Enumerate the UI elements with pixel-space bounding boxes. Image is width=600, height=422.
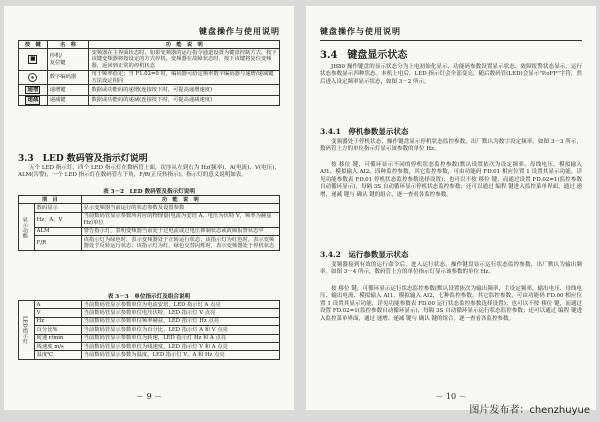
left-page-number: － 9 － [135,392,163,401]
watermark: 图片发布者：chenzhuyue [469,405,590,416]
led-description-table: 项 目 功 能 说 明 显示功能 数码显示 显示变频器当前运行的状态参数及设置参数 Hz、A、V 当前数码管显示参数所对应的物理量(电流为安培 A，电压为伏特 V，频率为赫兹 Hz)单位 ALM 警告指示灯，表明变频器当前处于过电流或过电压抑制状态或故障报警状态中 F/R 该指示灯为绿色时，表示变频器处于正转运行状态；该指示灯为红色时，表示变频器处于反转运行状态；该指示灯为红、绿色交替闪烁时，表示变频器处于停机状态 [18,195,280,251]
right-running-header: 键盘操作与使用说明 [320,26,582,41]
section-3-4-1-title: 3.4.1 停机参数显示状态 [320,127,409,136]
table-row: 转速 r/min 当前数码管显示参数单位为转速，LED 指示灯 Hz 和 A 点亮 [19,334,280,342]
section-3-4-2-title: 3.4.2 运行参数显示状态 [320,250,409,259]
stop-reset-key-icon: ■ [30,56,36,63]
table-row: LED指示灯 A 当前数码管显示参数单位为电流安培，LED 指示灯 A 点亮 [19,301,280,309]
key-function-table [18,40,280,106]
section-3-3-paragraph: 五个 LED 指示灯，四个 LED 指示灯在数码管上面，次序从左到右为 Hz(频率)、A(电流)、V(电压)、ALM(告警)，一个 LED 指示灯在数码管左下角，F/R(正反转指示)。指示灯的意义说明如表。 [18,165,280,179]
left-page [4,6,294,410]
table-row: 递增 递增键 数据或功能码的递增(连接按下时，可提高递增速度) [19,85,280,95]
table-row: Hz、A、V 当前数码管显示参数所对应的物理量(电流为安培 A，电压为伏特 V，频率为赫兹 Hz)单位 [19,212,280,227]
col-desc: 功 能 说 明 [89,41,280,49]
section-3-4-paragraph: JH80 操作键盘的显示状态分为上电初始化显示、功能码参数设置显示状态、故障报警状态显示、运行状态参数显示四种状态。本机上电后，LED 指示灯会全部变亮，随后数码管(LED)会显示"P.oFF"字符，然后进入设定频率显示状态，如图 3－2 所示。 [320,64,582,85]
table-row: F/R 该指示灯为绿色时，表示变频器处于正转运行状态；该指示灯为红色时，表示变频器处于反转运行状态；该指示灯为红、绿色交替闪烁时，表示变频器处于停机状态 [19,236,280,251]
encoder-knob-icon [28,73,37,82]
table-row: 线速度 m/s 当前数码管显示参数单位为线速度，LED 指示灯 V 和 A 点亮 [19,343,280,351]
left-running-header: 键盘操作与使用说明 [18,26,280,41]
decrement-key-label: 递减 [27,97,39,104]
col-key: 按 键 [19,41,48,49]
table-row: ■ 停机/ 复位键 变频器在主界面状态时，如果变频器的运行指令通道设置为键盘控制方式，按下该键变频器将按设定的方式停机。变频器在故障状态时，按下该键将复位变频器，返回到正常的停机状态 [19,49,280,70]
table-row: 百分比% 当前数码管显示参数单位为百分比，LED 指示灯 A 和 V 点亮 [19,326,280,334]
table-row: Hz 当前数码管显示参数单位频率赫兹，LED 指示灯 Hz 点亮 [19,317,280,325]
table-row: 递减 递减键 数据或功能码的递减(连接按下时，可提高递减速度) [19,95,280,105]
right-page-number: － 10 － [435,392,467,401]
table-row: 显示功能 数码显示 显示变频器当前运行的状态参数及设置参数 [19,204,280,212]
col-name: 名 称 [47,41,89,49]
table-row: 温度℃ 当前数码管显示参数为温度，LED 指示灯 V，A 和 Hz 点亮 [19,351,280,359]
section-3-4-1-paragraph-b: 按 移位 键，可循环显示不同的停机状态监控参数(默认设置依次为设定频率、母线电压、模拟输入 AI1、模拟输入 AI2，四种监控参数，其它监控参数，可由功能码 FD.01 相应位置 1 设置其显示功能，详见功能参数表 FD.01 停机状态监控参数选择设置)；也可以不按 移位 键，而通过设置 FD.02=1(监控参数自动循环显示)，每隔 3S 自动循环显示停机状态监控参数；还可以通过 编程 键进入监控菜单界面，通过 递增、递减 键与 确认 键的组合，逐一查看各监控参数。 [320,162,582,198]
increment-key-label: 递增 [27,86,39,93]
right-page [306,6,596,410]
section-3-3-title: 3.3 LED 数码管及指示灯说明 [18,154,148,164]
table-row: V 当前数码管显示参数单位电压伏特，LED 指示灯 V 点亮 [19,309,280,317]
table-row: 数字编码器 用于频率给定；当 F1.02=0 时，编码器可给定频率数字编码器与递增/递减键方法设定相同 [19,70,280,85]
table-row: ALM 警告指示灯，表明变频器当前处于过电流或过电压抑制状态或故障报警状态中 [19,227,280,235]
section-3-4-title: 3.4 键盘显示状态 [320,50,408,61]
section-3-4-2-paragraph-a: 变频器接到有效的运行命令后，进入运行状态，操作键盘显示运行状态监控参数，出厂默认为输出频率。如图 3－4 所示，数码管上方的单位指示灯显示该参数的单位 Hz。 [320,262,582,276]
table-3-2-caption: 表 3－2 LED 数码管及指示灯说明 [103,189,195,195]
section-3-4-2-paragraph-b: 按 移位 键，可循环显示运行状态监控参数(默认设置依次为输出频率、主设定频率、输出电压、母线电压、输出电流、模拟输入 AI1、模拟输入 AI2，七种监控参数，其它监控参数，可由功能码 FD.00 相应位置 1 设置其显示功能，详见功能参数表 FD.00 运行状态监控参数选择设置)；也可以不按 移位 键，而通过设置 FD.02=1(监控参数自动循环显示)，每隔 3S 自动循环显示运行状态监控参数；还可以通过 编程 键进入监控菜单界面，通过 递增、递减 键与 确认 键的组合，逐一查看各监控参数。 [320,286,582,322]
section-3-4-1-paragraph-a: 变频器处于停机状态，操作键盘显示停机状态监控参数，出厂默认为数字设定频率。如图 3－3 所示，数码管上方的单位指示灯显示该参数的单位 Hz。 [320,139,582,153]
unit-indicator-table [18,300,280,360]
table-3-3-caption: 表 3－3 单位指示灯及组合说明 [107,294,191,300]
